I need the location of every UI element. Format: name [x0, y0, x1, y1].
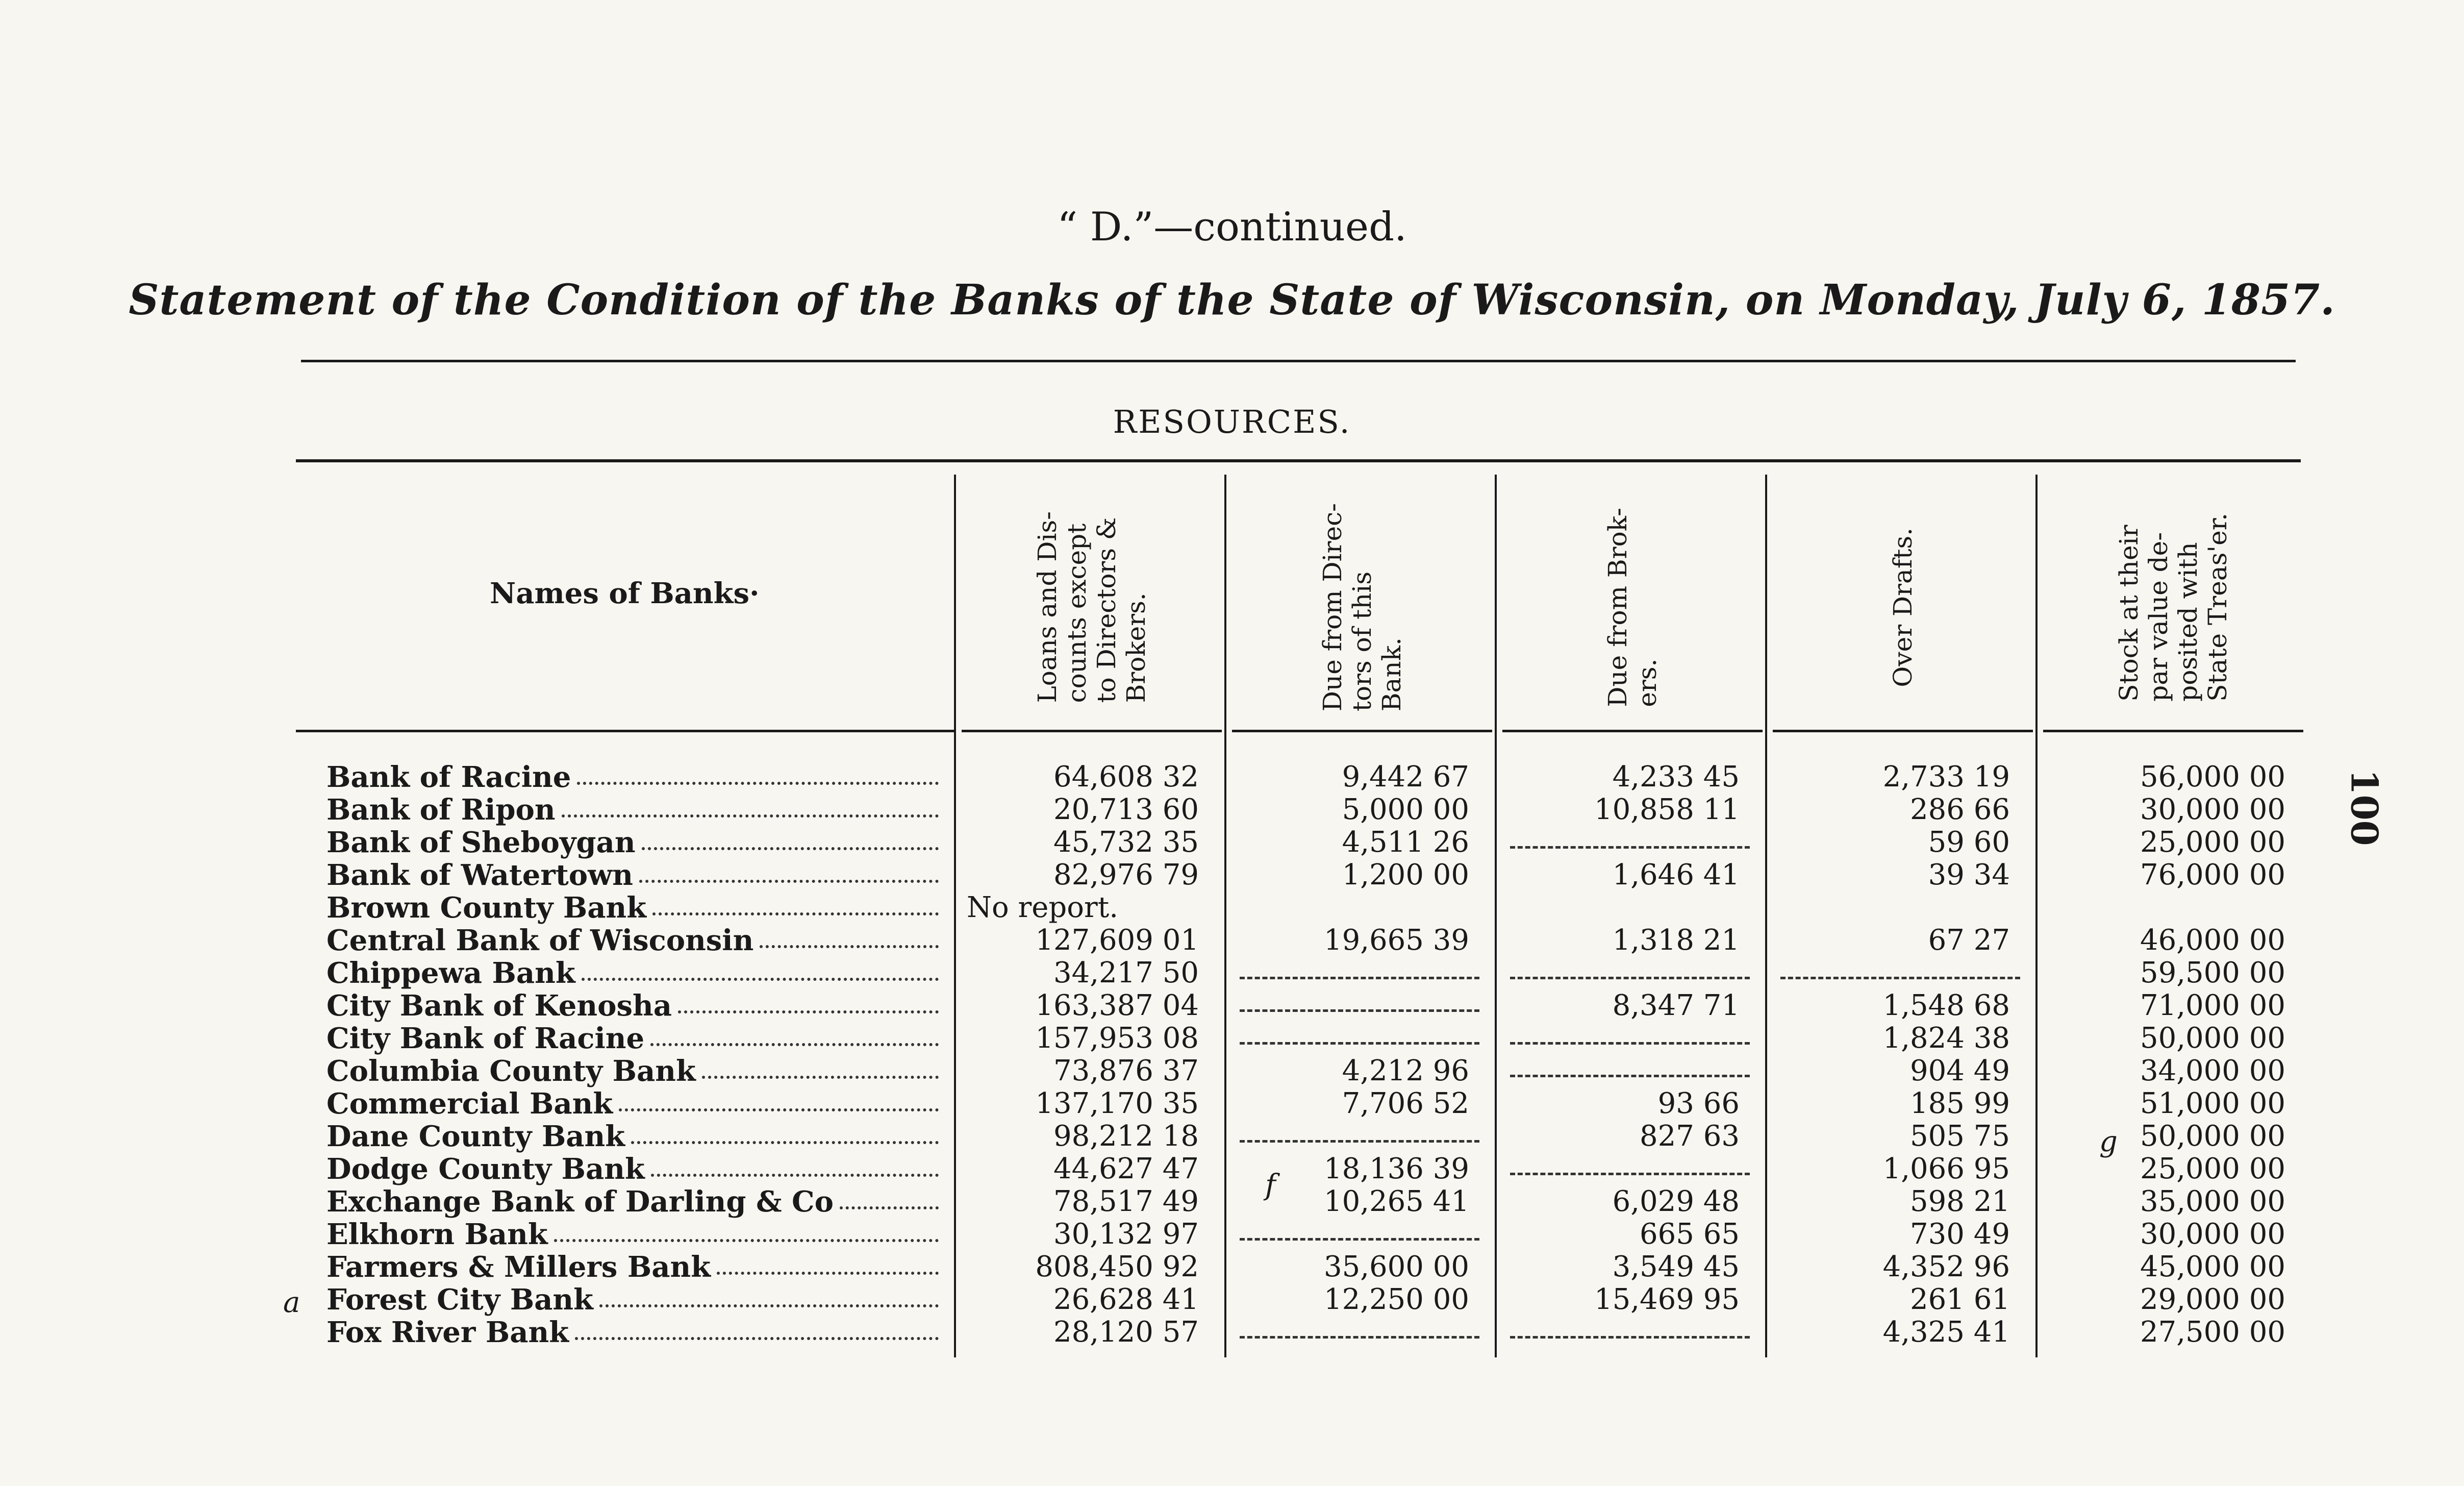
loans-column-header — [959, 485, 1224, 730]
dot-leader — [678, 1010, 939, 1013]
loans-cell: 45,732 35 — [1053, 826, 1199, 859]
brokers-cell: 827 63 — [1640, 1120, 1740, 1153]
directors-cell: 4,511 26 — [1342, 826, 1469, 859]
dot-leader — [554, 1239, 939, 1242]
directors-cell: 4,212 96 — [1342, 1054, 1469, 1087]
overdrafts-cell: 261 61 — [1910, 1283, 2010, 1316]
directors-cell: 9,442 67 — [1342, 760, 1469, 794]
dot-leader — [599, 1304, 939, 1307]
stock-cell: 46,000 00 — [2140, 924, 2285, 957]
table-row — [0, 1087, 2464, 1120]
stock-cell: 30,000 00 — [2140, 793, 2285, 826]
overdrafts-cell: 730 49 — [1910, 1218, 2010, 1251]
loans-cell: 26,628 41 — [1053, 1283, 1199, 1316]
loans-cell: 163,387 04 — [1035, 989, 1199, 1022]
loans-cell: 127,609 01 — [1035, 924, 1199, 957]
dot-leader — [562, 814, 939, 818]
dot-leader — [642, 847, 939, 850]
directors-cell: 1,200 00 — [1342, 858, 1469, 891]
table-row — [0, 1054, 2464, 1087]
table-row — [0, 1218, 2464, 1250]
header-underline — [2043, 730, 2303, 732]
header-underline — [962, 730, 1222, 732]
footnote-marker-g: g — [2099, 1125, 2118, 1158]
overdrafts-cell: 4,325 41 — [1882, 1316, 2010, 1349]
overdrafts-cell: 904 49 — [1910, 1054, 2010, 1087]
directors-cell: 19,665 39 — [1323, 924, 1469, 957]
loans-cell: 73,876 37 — [1053, 1054, 1199, 1087]
dot-leader — [652, 912, 939, 915]
brokers-cell: 665 65 — [1640, 1218, 1740, 1251]
header-underline — [1502, 730, 1763, 732]
overdrafts-header-text: Over Drafts. — [1888, 527, 1918, 687]
brokers-header-text: Due from Brok- ers. — [1603, 507, 1662, 707]
table-row — [0, 1250, 2464, 1283]
bank-name: Columbia County Bank — [326, 1054, 696, 1088]
stock-cell: 35,000 00 — [2140, 1185, 2285, 1218]
statement-title: Statement of the Condition of the Banks of the State of Wisconsin, on Monday, July 6, 1857. — [129, 276, 2335, 325]
footnote-marker-f: f — [1265, 1169, 1276, 1202]
directors-header-text: Due from Direc- tors of this Bank. — [1318, 503, 1406, 712]
stock-cell: 50,000 00 — [2140, 1022, 2285, 1055]
table-row — [0, 1283, 2464, 1316]
loans-cell: 64,608 32 — [1053, 760, 1199, 794]
directors-column-header — [1229, 485, 1495, 730]
loans-cell: 98,212 18 — [1053, 1120, 1199, 1153]
loans-cell: 808,450 92 — [1035, 1250, 1199, 1283]
brokers-cell: 3,549 45 — [1612, 1250, 1740, 1283]
dot-leader — [717, 1272, 939, 1275]
bank-name: Forest City Bank — [326, 1283, 593, 1317]
blank-dash — [1510, 1173, 1750, 1175]
blank-dash — [1240, 977, 1479, 979]
stock-header-text: Stock at their par value de- posited with State Treas'er. — [2114, 513, 2232, 702]
brokers-cell: 8,347 71 — [1612, 989, 1740, 1022]
top-rule — [301, 360, 2296, 362]
blank-dash — [1780, 977, 2020, 979]
dot-leader — [760, 945, 939, 948]
brokers-cell: 6,029 48 — [1612, 1185, 1740, 1218]
bank-name: Bank of Sheboygan — [326, 826, 636, 859]
dot-leader — [575, 1337, 939, 1340]
blank-dash — [1510, 846, 1750, 849]
overdrafts-cell: 2,733 19 — [1882, 760, 2010, 794]
stock-cell: 51,000 00 — [2140, 1087, 2285, 1120]
loans-cell: 30,132 97 — [1053, 1218, 1199, 1251]
overdrafts-column-header — [1770, 485, 2035, 730]
stock-cell: 56,000 00 — [2140, 760, 2285, 794]
blank-dash — [1240, 1336, 1479, 1339]
bank-name: City Bank of Kenosha — [326, 989, 672, 1023]
table-row — [0, 858, 2464, 891]
overdrafts-cell: 4,352 96 — [1882, 1250, 2010, 1283]
loans-cell: 157,953 08 — [1035, 1022, 1199, 1055]
dot-leader — [840, 1206, 939, 1209]
stock-cell: 25,000 00 — [2140, 1152, 2285, 1185]
bank-name: Exchange Bank of Darling & Co — [326, 1185, 834, 1219]
stock-cell: 45,000 00 — [2140, 1250, 2285, 1283]
overdrafts-cell: 505 75 — [1910, 1120, 2010, 1153]
blank-dash — [1240, 1042, 1479, 1045]
stock-cell: 25,000 00 — [2140, 826, 2285, 859]
blank-dash — [1240, 1140, 1479, 1143]
overdrafts-cell: 67 27 — [1928, 924, 2010, 957]
bank-name: Dane County Bank — [326, 1120, 625, 1153]
directors-cell: 10,265 41 — [1323, 1185, 1469, 1218]
overdrafts-cell: 598 21 — [1910, 1185, 2010, 1218]
table-row — [0, 891, 2464, 924]
table-row — [0, 826, 2464, 858]
bank-name: Dodge County Bank — [326, 1152, 645, 1186]
loans-header-text: Loans and Dis- counts except to Directors & Brokers. — [1033, 511, 1151, 703]
overdrafts-cell: 39 34 — [1928, 858, 2010, 891]
stock-cell: 34,000 00 — [2140, 1054, 2285, 1087]
bank-name: Central Bank of Wisconsin — [326, 924, 754, 957]
stock-cell: 76,000 00 — [2140, 858, 2285, 891]
table-row — [0, 1185, 2464, 1218]
stock-cell: 27,500 00 — [2140, 1316, 2285, 1349]
blank-dash — [1240, 1009, 1479, 1012]
loans-cell: 34,217 50 — [1053, 956, 1199, 989]
loans-cell: 78,517 49 — [1053, 1185, 1199, 1218]
table-row — [0, 989, 2464, 1022]
directors-cell: 7,706 52 — [1342, 1087, 1469, 1120]
header-underline — [1232, 730, 1492, 732]
resources-rule — [296, 459, 2301, 462]
loans-cell: 137,170 35 — [1035, 1087, 1199, 1120]
overdrafts-cell: 1,824 38 — [1882, 1022, 2010, 1055]
bank-name: Elkhorn Bank — [326, 1218, 548, 1251]
dot-leader — [577, 782, 939, 785]
brokers-cell: 15,469 95 — [1594, 1283, 1740, 1316]
brokers-cell: 1,318 21 — [1612, 924, 1740, 957]
dot-leader — [651, 1174, 939, 1177]
table-row — [0, 956, 2464, 989]
header-underline — [296, 730, 954, 732]
bank-name: Farmers & Millers Bank — [326, 1250, 711, 1284]
stock-cell: 71,000 00 — [2140, 989, 2285, 1022]
stock-cell: 50,000 00 — [2140, 1120, 2285, 1153]
directors-cell: 35,600 00 — [1323, 1250, 1469, 1283]
blank-dash — [1240, 1238, 1479, 1241]
loans-cell: No report. — [967, 891, 1119, 924]
continued-heading: “ D.”—continued. — [1057, 204, 1407, 250]
brokers-cell: 4,233 45 — [1612, 760, 1740, 794]
bank-name: Bank of Watertown — [326, 858, 634, 892]
bank-name: Chippewa Bank — [326, 956, 575, 990]
dot-leader — [582, 978, 939, 981]
loans-cell: 20,713 60 — [1053, 793, 1199, 826]
header-underline — [1773, 730, 2033, 732]
resources-heading: RESOURCES. — [1113, 403, 1351, 440]
table-row — [0, 1152, 2464, 1185]
brokers-column-header — [1500, 485, 1765, 730]
stock-column-header — [2041, 485, 2306, 730]
dot-leader — [702, 1076, 939, 1079]
bank-name: Brown County Bank — [326, 891, 646, 925]
directors-cell: 5,000 00 — [1342, 793, 1469, 826]
loans-cell: 44,627 47 — [1053, 1152, 1199, 1185]
table-row — [0, 1120, 2464, 1152]
blank-dash — [1510, 1336, 1750, 1339]
blank-dash — [1510, 977, 1750, 979]
table-row — [0, 793, 2464, 826]
overdrafts-cell: 59 60 — [1928, 826, 2010, 859]
blank-dash — [1510, 1075, 1750, 1077]
bank-name: Commercial Bank — [326, 1087, 613, 1121]
dot-leader — [639, 880, 939, 883]
brokers-cell: 93 66 — [1657, 1087, 1740, 1120]
table-row — [0, 1316, 2464, 1348]
dot-leader — [650, 1043, 939, 1046]
page-number: 100 — [2343, 769, 2386, 846]
brokers-cell: 10,858 11 — [1594, 793, 1740, 826]
dot-leader — [619, 1108, 939, 1111]
stock-cell: 30,000 00 — [2140, 1218, 2285, 1251]
table-row — [0, 760, 2464, 793]
stock-cell: 59,500 00 — [2140, 956, 2285, 989]
bank-name: Bank of Racine — [326, 760, 571, 794]
bank-name: Fox River Bank — [326, 1316, 569, 1349]
directors-cell: 18,136 39 — [1323, 1152, 1469, 1185]
names-column-header: Names of Banks· — [490, 577, 760, 610]
brokers-cell: 1,646 41 — [1612, 858, 1740, 891]
overdrafts-cell: 286 66 — [1910, 793, 2010, 826]
overdrafts-cell: 185 99 — [1910, 1087, 2010, 1120]
overdrafts-cell: 1,066 95 — [1882, 1152, 2010, 1185]
bank-name: City Bank of Racine — [326, 1022, 645, 1055]
dot-leader — [631, 1141, 939, 1144]
loans-cell: 82,976 79 — [1053, 858, 1199, 891]
stock-cell: 29,000 00 — [2140, 1283, 2285, 1316]
bank-name: Bank of Ripon — [326, 793, 556, 827]
footnote-marker-a: a — [283, 1286, 300, 1319]
table-row — [0, 1022, 2464, 1054]
directors-cell: 12,250 00 — [1323, 1283, 1469, 1316]
overdrafts-cell: 1,548 68 — [1882, 989, 2010, 1022]
loans-cell: 28,120 57 — [1053, 1316, 1199, 1349]
table-row — [0, 924, 2464, 956]
blank-dash — [1510, 1042, 1750, 1045]
